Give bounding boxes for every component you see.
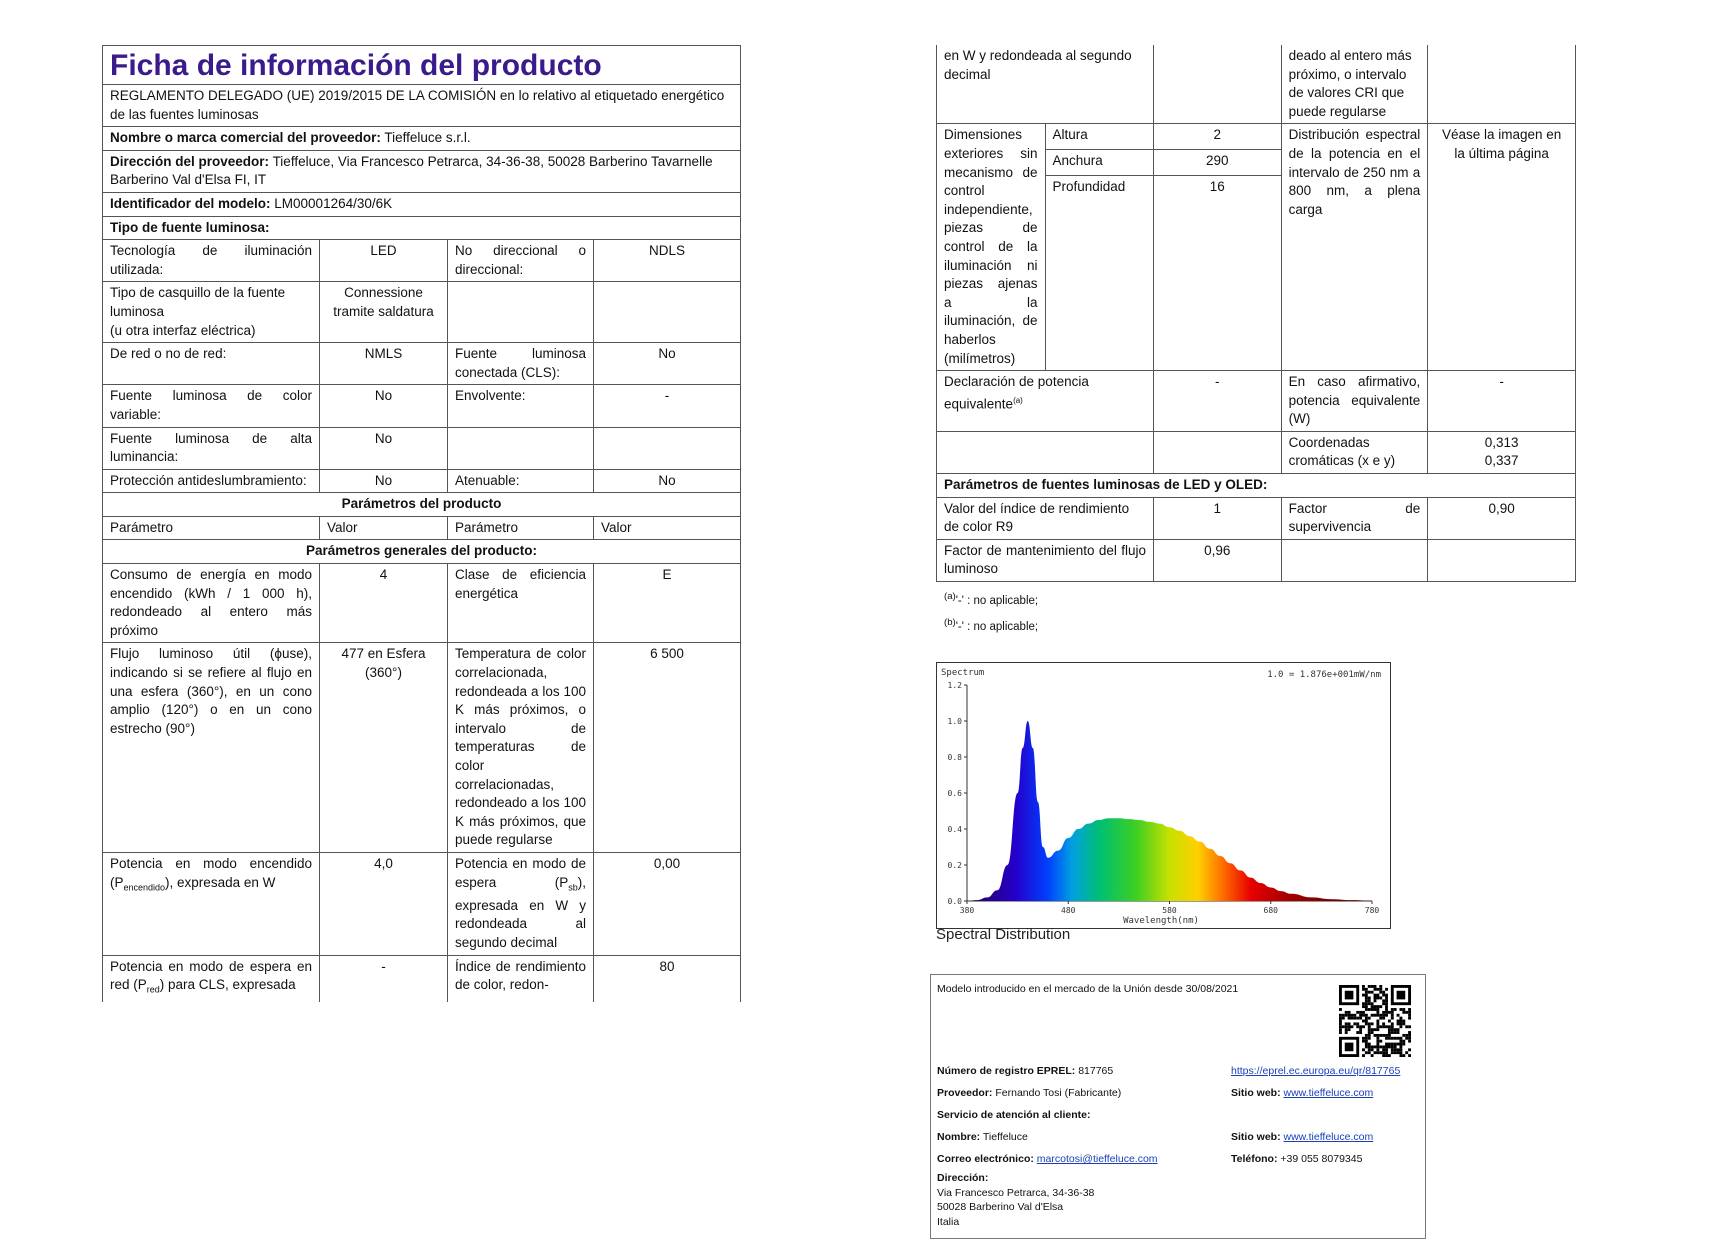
cell-label: Temperatura de color correlacionada, redondeada a los 100 K más próximos, o intervalo de temperaturas de color correlacionadas, redondeado a los 100 K más próximos, que puede regularse bbox=[448, 643, 594, 853]
led-params-heading: Parámetros de fuentes luminosas de LED y OLED: bbox=[937, 474, 1576, 498]
supplier-label: Proveedor: bbox=[937, 1087, 993, 1099]
footnotes bbox=[936, 586, 1576, 638]
cell-label: Envolvente: bbox=[448, 385, 594, 427]
empty-cell bbox=[448, 427, 594, 469]
cell-value: No bbox=[320, 427, 448, 469]
spectrum-chart bbox=[936, 662, 1391, 929]
x-tick-label: 480 bbox=[1061, 906, 1076, 915]
address-line: Italia bbox=[937, 1215, 960, 1228]
cell-value: 2 bbox=[1154, 124, 1282, 150]
cell-value: 4,0 bbox=[320, 852, 448, 955]
table-row bbox=[937, 497, 1576, 539]
email-label: Correo electrónico: bbox=[937, 1153, 1034, 1165]
cell-label: Protección antideslumbramiento: bbox=[103, 469, 320, 493]
label-subscript: sb bbox=[568, 882, 578, 893]
spectral-value: Véase la imagen en la última página bbox=[1428, 124, 1576, 371]
footnote-b bbox=[944, 612, 1576, 638]
table-row bbox=[937, 431, 1576, 473]
phone-label: Teléfono: bbox=[1231, 1153, 1278, 1165]
chart-title: Spectrum bbox=[941, 668, 985, 678]
label-part: ) para CLS, expresada bbox=[159, 977, 296, 993]
address-label: Dirección del proveedor: bbox=[110, 153, 270, 169]
y-tick-label: 1.0 bbox=[947, 717, 962, 726]
cell-value: 290 bbox=[1154, 150, 1282, 176]
phone-value: +39 055 8079345 bbox=[1280, 1153, 1363, 1165]
label-part: Potencia en modo encendido (P bbox=[110, 855, 312, 890]
cell-value: 0,00 bbox=[594, 852, 741, 955]
column-header: Valor bbox=[320, 516, 448, 540]
y-tick-label: 0.8 bbox=[947, 753, 962, 762]
spectral-label: Distribución espectral de la potencia en el intervalo de 250 nm a 800 nm, a plena carga bbox=[1281, 124, 1428, 371]
empty-cell bbox=[1428, 539, 1576, 581]
empty-cell bbox=[937, 431, 1154, 473]
chromaticity-y: 0,337 bbox=[1484, 453, 1519, 469]
spectrum-svg bbox=[937, 663, 1390, 928]
label-subscript: encendido bbox=[123, 882, 166, 893]
empty-cell bbox=[1154, 45, 1282, 124]
table-row bbox=[103, 240, 741, 282]
cell-label: deado al entero más próximo, o intervalo de valores CRI que puede regularse bbox=[1281, 45, 1428, 124]
cell-value: - bbox=[320, 955, 448, 1001]
empty-cell bbox=[1154, 431, 1282, 473]
address-value: Tieffeluce, Via Francesco Petrarca, 34-36-38, 50028 Barberino Tavarnelle Barberino Val d'Elsa FI, IT bbox=[110, 153, 713, 188]
cell-label: En caso afirmativo, potencia equivalente (W) bbox=[1281, 371, 1428, 432]
footnote-mark: (a) bbox=[1013, 395, 1023, 405]
y-tick-label: 0.6 bbox=[947, 789, 962, 798]
website-row-2 bbox=[1231, 1127, 1373, 1149]
table-row bbox=[103, 643, 741, 853]
cell-value: LED bbox=[320, 240, 448, 282]
cell-value: 6 500 bbox=[594, 643, 741, 853]
model-value: LM00001264/30/6K bbox=[274, 195, 393, 211]
cell-label: Fuente luminosa de color variable: bbox=[103, 385, 320, 427]
website-link[interactable]: www.tieffeluce.com bbox=[1283, 1131, 1374, 1143]
cell-value bbox=[1428, 431, 1576, 473]
name-value: Tieffeluce bbox=[982, 1131, 1028, 1143]
chart-caption: Spectral Distribution bbox=[936, 926, 1071, 943]
table-row bbox=[937, 539, 1576, 581]
cell-value: Connessione tramite saldatura bbox=[320, 282, 448, 343]
supplier-label: Nombre o marca comercial del proveedor: bbox=[110, 130, 381, 146]
cell-value: E bbox=[594, 564, 741, 643]
column-header: Valor bbox=[594, 516, 741, 540]
supplier-value: Tieffeluce s.r.l. bbox=[384, 130, 471, 146]
address-label: Dirección: bbox=[937, 1172, 989, 1184]
eprel-link[interactable]: https://eprel.ec.europa.eu/qr/817765 bbox=[1231, 1065, 1401, 1077]
cell-label: Valor del índice de rendimiento de color R9 bbox=[937, 497, 1154, 539]
table-row bbox=[937, 45, 1576, 124]
cell-label: Consumo de energía en modo encendido (kWh / 1 000 h), redondeado al entero más próximo bbox=[103, 564, 320, 643]
cell-value: 1 bbox=[1154, 497, 1282, 539]
cell-label: Anchura bbox=[1045, 150, 1154, 176]
table-row bbox=[103, 955, 741, 1001]
cell-label: De red o no de red: bbox=[103, 343, 320, 385]
cell-label bbox=[448, 852, 594, 955]
name-label: Nombre: bbox=[937, 1131, 981, 1143]
cell-value: - bbox=[1154, 371, 1282, 432]
cell-value: 16 bbox=[1154, 176, 1282, 371]
spectrum-area bbox=[967, 721, 1372, 901]
table-row bbox=[103, 564, 741, 643]
y-tick-label: 0.0 bbox=[947, 897, 962, 906]
cell-value: 0,96 bbox=[1154, 539, 1282, 581]
x-tick-label: 780 bbox=[1364, 906, 1380, 915]
eprel-card bbox=[930, 974, 1426, 1239]
service-label: Servicio de atención al cliente: bbox=[937, 1109, 1091, 1121]
cell-label bbox=[937, 371, 1154, 432]
customer-service-label bbox=[937, 1105, 1090, 1127]
supplier-row bbox=[103, 127, 741, 151]
x-tick-label: 380 bbox=[959, 906, 975, 915]
cell-label: Índice de rendimiento de color, redon- bbox=[448, 955, 594, 1001]
table-row bbox=[937, 124, 1576, 150]
cell-label: en W y redondeada al segundo decimal bbox=[937, 45, 1154, 124]
label-part: Potencia en modo de espera (P bbox=[455, 855, 586, 890]
cell-value: - bbox=[1428, 371, 1576, 432]
column-header: Parámetro bbox=[103, 516, 320, 540]
regulation-text: REGLAMENTO DELEGADO (UE) 2019/2015 DE LA COMISIÓN en lo relativo al etiquetado energético de las fuentes luminosas bbox=[103, 85, 741, 127]
table-row bbox=[937, 371, 1576, 432]
general-params-heading: Parámetros generales del producto: bbox=[103, 540, 741, 564]
column-header: Parámetro bbox=[448, 516, 594, 540]
cell-value: No bbox=[594, 469, 741, 493]
footnote-text: '-' : no aplicable; bbox=[955, 594, 1039, 607]
cell-label bbox=[103, 282, 320, 343]
cell-value: No bbox=[320, 385, 448, 427]
cell-value: NDLS bbox=[594, 240, 741, 282]
phone-row bbox=[1231, 1149, 1362, 1171]
cell-label: Tecnología de iluminación utilizada: bbox=[103, 240, 320, 282]
label-subscript: red bbox=[146, 984, 160, 995]
right-page bbox=[936, 45, 1576, 638]
model-label: Identificador del modelo: bbox=[110, 195, 271, 211]
cell-label: Fuente luminosa conectada (CLS): bbox=[448, 343, 594, 385]
empty-cell bbox=[448, 282, 594, 343]
cell-value: 0,90 bbox=[1428, 497, 1576, 539]
label-part: Potencia en modo de espera en red (P bbox=[110, 958, 312, 993]
page-title: Ficha de información del producto bbox=[103, 46, 741, 85]
cell-value: - bbox=[594, 385, 741, 427]
empty-cell bbox=[1281, 539, 1428, 581]
cell-label bbox=[103, 955, 320, 1001]
empty-cell bbox=[594, 282, 741, 343]
cell-value: No bbox=[320, 469, 448, 493]
label-part: ), expresada en W bbox=[165, 874, 276, 890]
y-tick-label: 1.2 bbox=[947, 681, 962, 690]
chromaticity-x: 0,313 bbox=[1484, 434, 1519, 450]
cell-label: Atenuable: bbox=[448, 469, 594, 493]
y-tick-label: 0.2 bbox=[947, 861, 962, 870]
supplier-row bbox=[937, 1083, 1121, 1105]
cell-value: 4 bbox=[320, 564, 448, 643]
eprel-value: 817765 bbox=[1078, 1065, 1114, 1077]
address-row bbox=[103, 150, 741, 192]
product-info-table-continued bbox=[936, 45, 1576, 582]
cap-type-label: Tipo de casquillo de la fuente luminosa bbox=[110, 285, 286, 319]
email-row bbox=[937, 1149, 1158, 1171]
product-info-table bbox=[102, 45, 741, 1002]
cell-label: Flujo luminoso útil (ϕuse), indicando si se refiere al flujo en una esfera (360°), en un cono amplio (120°) o en un cono estrecho (90°) bbox=[103, 643, 320, 853]
address-block bbox=[937, 1171, 1094, 1229]
x-axis-label: Wavelength(nm) bbox=[1123, 916, 1199, 926]
table-row bbox=[103, 385, 741, 427]
table-row bbox=[103, 282, 741, 343]
website-label: Sitio web: bbox=[1231, 1087, 1281, 1099]
model-row bbox=[103, 192, 741, 216]
qr-code-icon[interactable] bbox=[1339, 985, 1411, 1057]
table-row bbox=[103, 852, 741, 955]
cell-label: Profundidad bbox=[1045, 176, 1154, 371]
cell-value: No bbox=[594, 343, 741, 385]
table-row bbox=[103, 427, 741, 469]
cell-label: Clase de eficiencia energética bbox=[448, 564, 594, 643]
cell-label: Factor de mantenimiento del flujo luminoso bbox=[937, 539, 1154, 581]
table-row bbox=[103, 343, 741, 385]
cap-type-note: (u otra interfaz eléctrica) bbox=[110, 322, 256, 338]
eprel-label: Número de registro EPREL: bbox=[937, 1065, 1076, 1077]
website-row bbox=[1231, 1083, 1373, 1105]
label-part: ), expresada en W y redondeada al segundo decimal bbox=[455, 874, 586, 951]
footnote-mark: (b) bbox=[944, 616, 956, 628]
email-link[interactable]: marcotosi@tieffeluce.com bbox=[1036, 1153, 1158, 1165]
cell-value: 477 en Esfera (360°) bbox=[320, 643, 448, 853]
x-tick-label: 680 bbox=[1263, 906, 1278, 915]
cell-label bbox=[103, 852, 320, 955]
dimensions-label: Dimensiones exteriores sin mecanismo de control independiente, piezas de control de la iluminación ni piezas ajenas a la iluminación, de haberlos (milímetros) bbox=[937, 124, 1046, 371]
footnote-a bbox=[944, 586, 1576, 612]
source-type-heading: Tipo de fuente luminosa: bbox=[103, 216, 741, 240]
cell-label: Altura bbox=[1045, 124, 1154, 150]
website-label: Sitio web: bbox=[1231, 1131, 1281, 1143]
footnote-mark: (a) bbox=[944, 591, 956, 603]
cell-value: 80 bbox=[594, 955, 741, 1001]
table-row bbox=[103, 469, 741, 493]
eprel-row bbox=[937, 1061, 1113, 1083]
cell-label: Fuente luminosa de alta luminancia: bbox=[103, 427, 320, 469]
cell-label: No direccional o direccional: bbox=[448, 240, 594, 282]
x-tick-label: 580 bbox=[1162, 906, 1177, 915]
y-tick-label: 0.4 bbox=[947, 825, 962, 834]
footnote-text: '-' : no aplicable; bbox=[955, 620, 1039, 633]
chart-scale-note: 1.0 = 1.876e+001mW/nm bbox=[1267, 670, 1381, 680]
left-page bbox=[102, 45, 740, 1002]
cell-label: Factor de supervivencia bbox=[1281, 497, 1428, 539]
address-line: 50028 Barberino Val d'Elsa bbox=[937, 1201, 1064, 1213]
empty-cell bbox=[594, 427, 741, 469]
cell-value: NMLS bbox=[320, 343, 448, 385]
product-params-heading: Parámetros del producto bbox=[103, 493, 741, 517]
cell-label: Coordenadas cromáticas (x e y) bbox=[1281, 431, 1428, 473]
supplier-value: Fernando Tosi (Fabricante) bbox=[995, 1087, 1122, 1099]
address-line: Via Francesco Petrarca, 34-36-38 bbox=[937, 1186, 1095, 1199]
market-intro: Modelo introducido en el mercado de la Unión desde 30/08/2021 bbox=[937, 983, 1239, 995]
website-link[interactable]: www.tieffeluce.com bbox=[1283, 1087, 1374, 1099]
name-row bbox=[937, 1127, 1028, 1149]
column-header-row bbox=[103, 516, 741, 540]
label-part: Declaración de potencia equivalente bbox=[944, 374, 1089, 412]
empty-cell bbox=[1428, 45, 1576, 124]
